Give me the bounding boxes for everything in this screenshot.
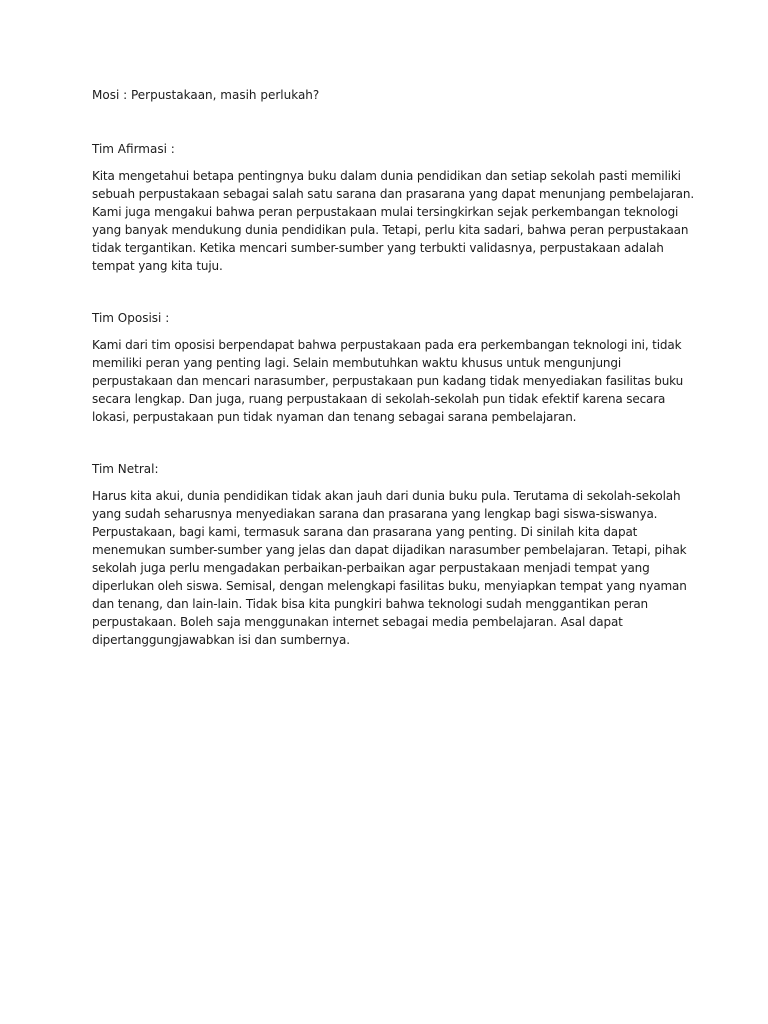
- document-content: [92, 86, 692, 649]
- paragraph-line: Kami juga mengakui bahwa peran perpustakaan mulai tersingkirkan sejak perkembangan teknologi: [92, 205, 679, 219]
- section-heading-affirmative: Tim Afirmasi :: [92, 142, 175, 156]
- paragraph-line: menemukan sumber-sumber yang jelas dan dapat dijadikan narasumber pembelajaran. Tetapi, pihak: [92, 543, 687, 557]
- section-affirmative: [92, 140, 692, 275]
- paragraph-line: lokasi, perpustakaan pun tidak nyaman dan tenang sebagai sarana pembelajaran.: [92, 410, 577, 424]
- paragraph-line: dipertanggungjawabkan isi dan sumbernya.: [92, 633, 350, 647]
- paragraph-line: sebuah perpustakaan sebagai salah satu sarana dan prasarana yang dapat menunjang pembelajaran.: [92, 187, 694, 201]
- paragraph-line: yang sudah seharusnya menyediakan sarana dan prasarana yang lengkap bagi siswa-siswanya.: [92, 507, 658, 521]
- paragraph-line: yang banyak mendukung dunia pendidikan pula. Tetapi, perlu kita sadari, bahwa peran perpustakaan: [92, 223, 689, 237]
- paragraph-line: perpustakaan. Boleh saja menggunakan internet sebagai media pembelajaran. Asal dapat: [92, 615, 623, 629]
- section-heading-neutral: Tim Netral:: [92, 462, 159, 476]
- paragraph-line: tidak tergantikan. Ketika mencari sumber-sumber yang terbukti validasnya, perpustakaan adalah: [92, 241, 664, 255]
- section-opposition: [92, 309, 692, 426]
- paragraph-line: secara lengkap. Dan juga, ruang perpustakaan di sekolah-sekolah pun tidak efektif karena secara: [92, 392, 666, 406]
- paragraph-line: Perpustakaan, bagi kami, termasuk sarana dan prasarana yang penting. Di sinilah kita dapat: [92, 525, 638, 539]
- paragraph-line: diperlukan oleh siswa. Semisal, dengan melengkapi fasilitas buku, menyiapkan tempat yang nyaman: [92, 579, 687, 593]
- paragraph-line: dan tenang, dan lain-lain. Tidak bisa kita pungkiri bahwa teknologi sudah menggantikan peran: [92, 597, 649, 611]
- section-heading-opposition: Tim Oposisi :: [92, 311, 170, 325]
- paragraph-line: Kami dari tim oposisi berpendapat bahwa perpustakaan pada era perkembangan teknologi ini, tidak: [92, 338, 682, 352]
- paragraph-line: sekolah juga perlu mengadakan perbaikan-perbaikan agar perpustakaan menjadi tempat yang: [92, 561, 650, 575]
- paragraph-neutral: [92, 487, 692, 649]
- motion-title: Mosi : Perpustakaan, masih perlukah?: [92, 88, 320, 102]
- paragraph-line: Harus kita akui, dunia pendidikan tidak akan jauh dari dunia buku pula. Terutama di sekolah-sekolah: [92, 489, 681, 503]
- section-neutral: [92, 460, 692, 649]
- paragraph-affirmative: [92, 167, 692, 275]
- paragraph-line: tempat yang kita tuju.: [92, 259, 223, 273]
- paragraph-line: perpustakaan dan mencari narasumber, perpustakaan pun kadang tidak menyediakan fasilitas buku: [92, 374, 684, 388]
- paragraph-line: Kita mengetahui betapa pentingnya buku dalam dunia pendidikan dan setiap sekolah pasti memiliki: [92, 169, 681, 183]
- paragraph-opposition: [92, 336, 692, 426]
- paragraph-line: memiliki peran yang penting lagi. Selain membutuhkan waktu khusus untuk mengunjungi: [92, 356, 622, 370]
